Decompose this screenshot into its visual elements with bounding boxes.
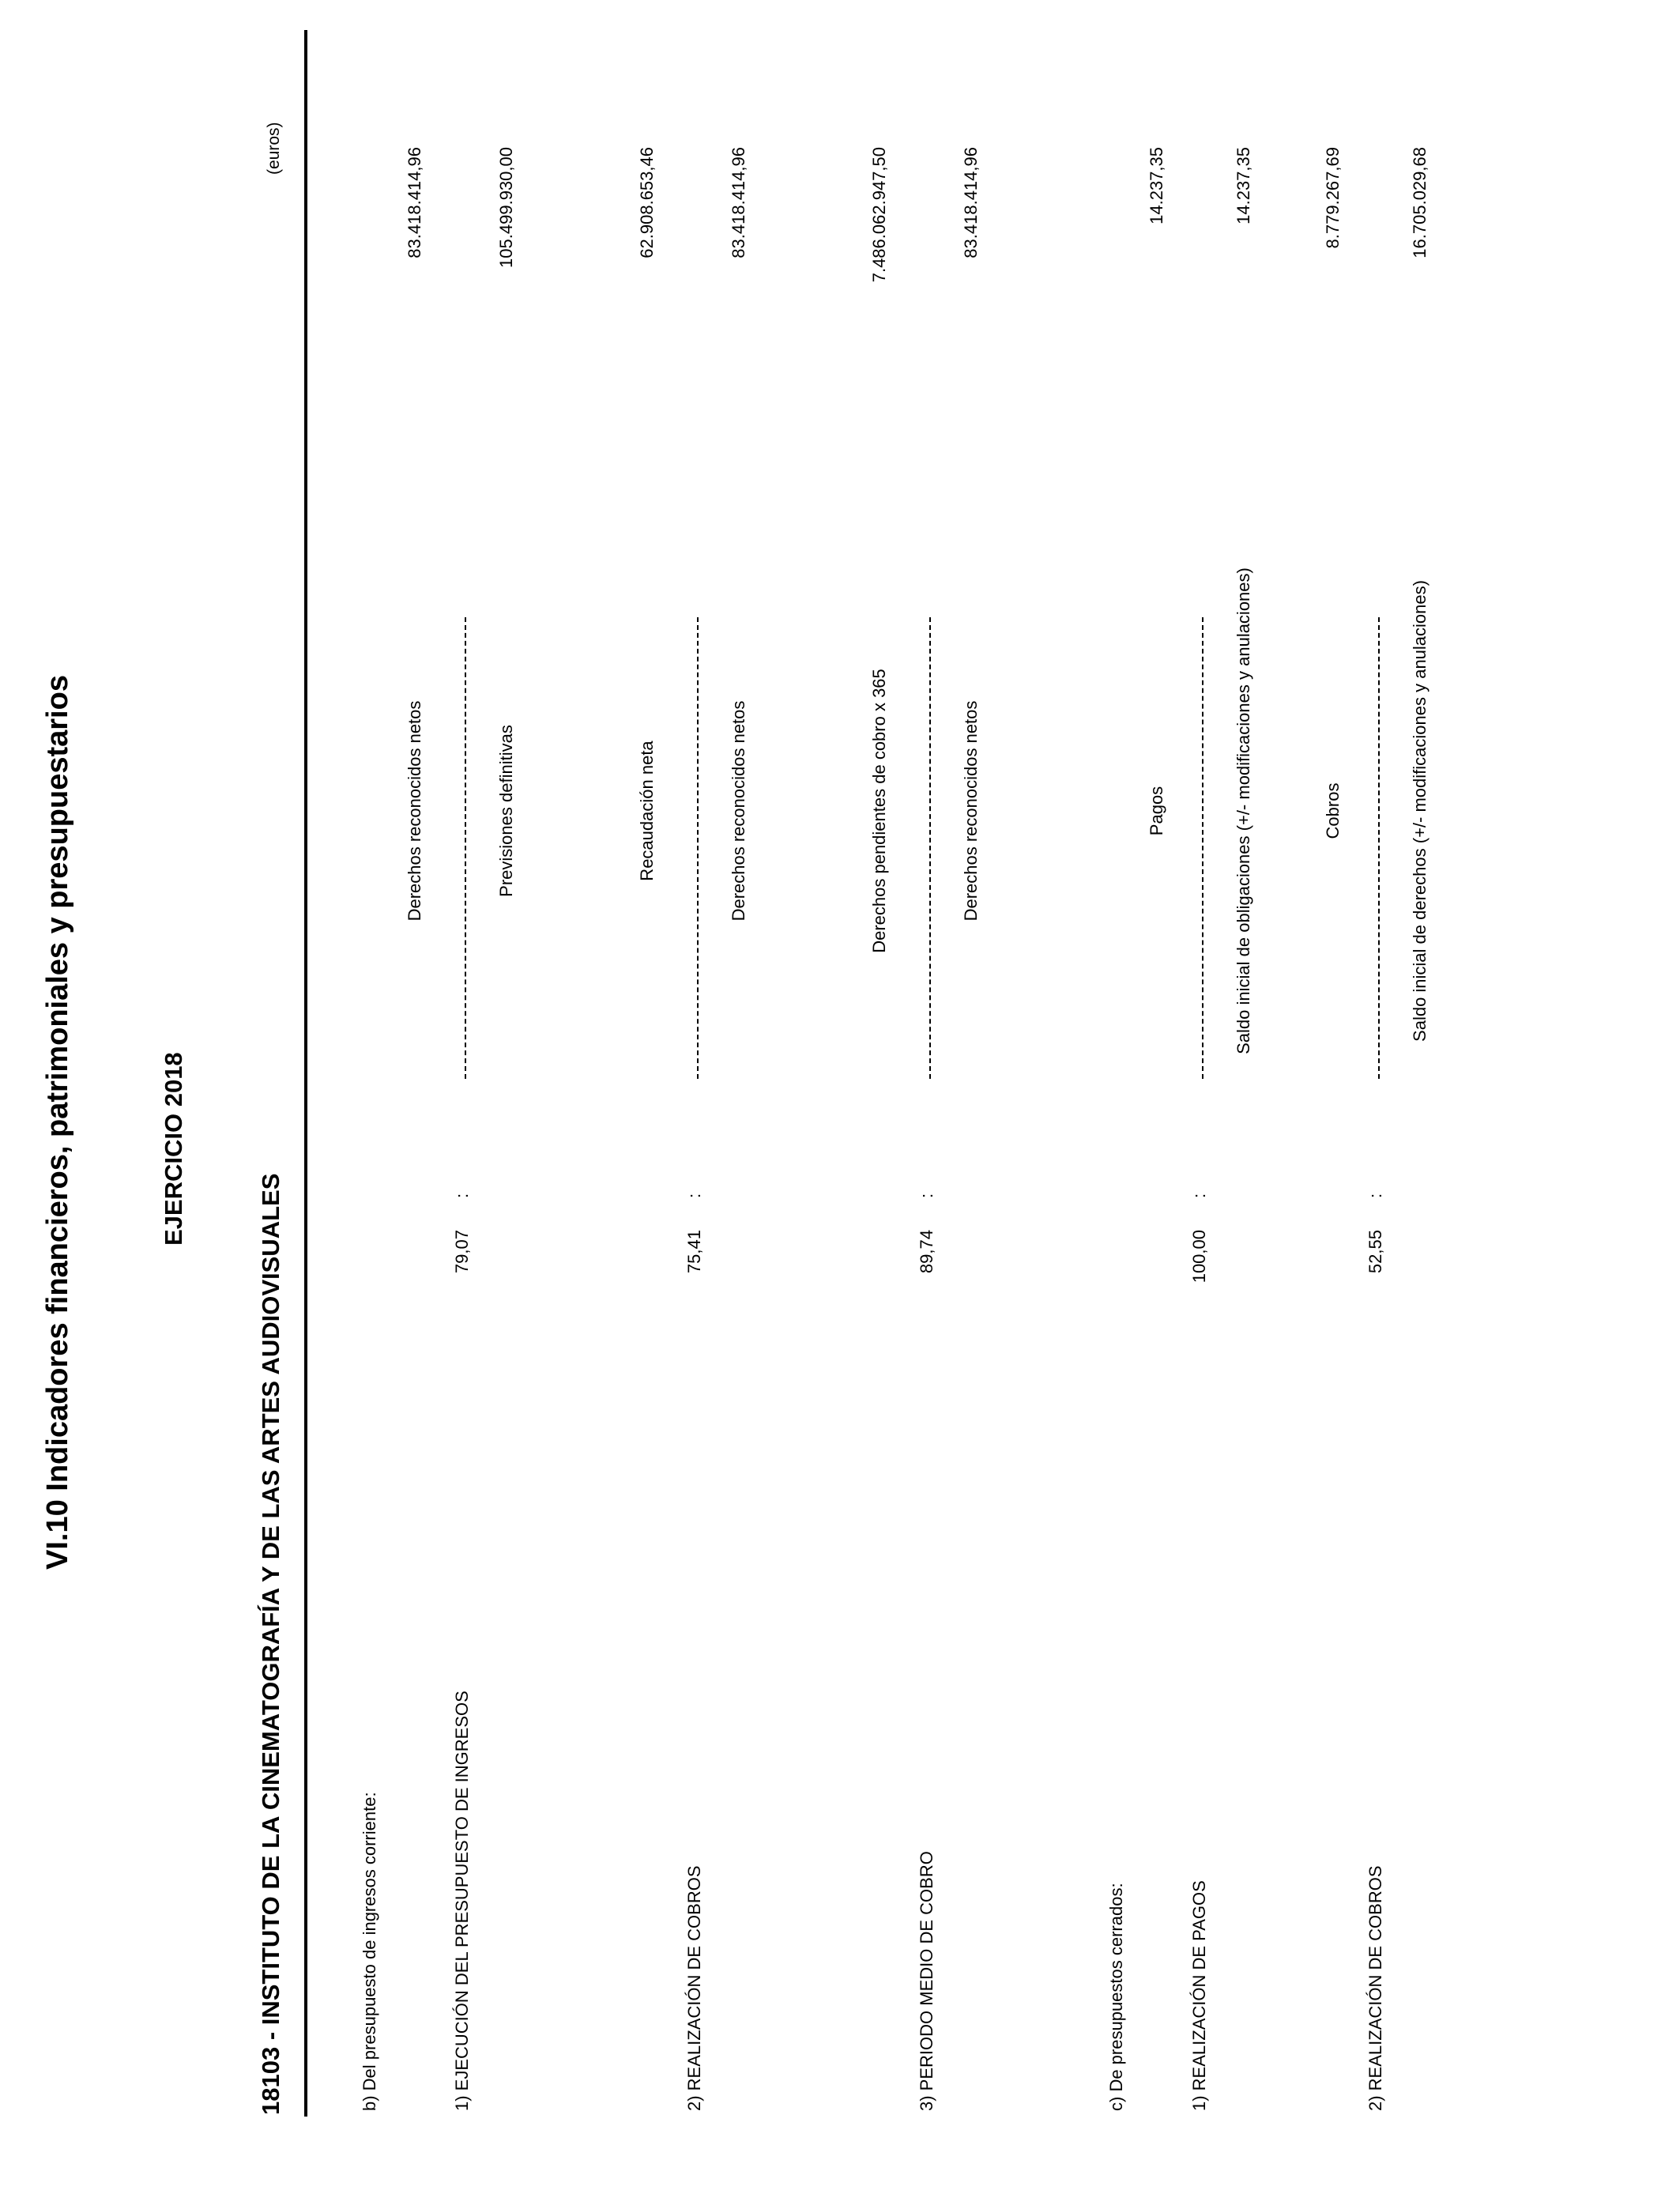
indicator-value: 89,74 — [917, 1230, 936, 1274]
numerator-label: Cobros — [1323, 782, 1343, 839]
entity-title: 18103 - INSTITUTO DE LA CINEMATOGRAFÍA Y DE LAS ARTES AUDIOVISUALES — [257, 1173, 284, 2115]
section-current-budget: b) Del presupuesto de ingresos corriente: — [360, 1792, 379, 2111]
denominator-amount: 16.705.029,68 — [1410, 147, 1430, 258]
indicator-separator: : — [452, 1193, 472, 1198]
indicator-label: 1) REALIZACIÓN DE PAGOS — [1189, 1880, 1209, 2111]
denominator-label: Saldo inicial de obligaciones (+/- modificaciones y anulaciones) — [1234, 567, 1253, 1054]
indicator-value: 100,00 — [1189, 1230, 1209, 1284]
units-label: (euros) — [265, 122, 283, 175]
page-title: VI.10 Indicadores financieros, patrimoniales y presupuestarios — [41, 675, 74, 1570]
numerator-amount: 83.418.414,96 — [405, 147, 424, 258]
denominator-amount: 83.418.414,96 — [729, 147, 748, 258]
indicator-separator: : — [1189, 1193, 1209, 1198]
numerator-label: Recaudación neta — [637, 741, 657, 881]
denominator-amount: 105.499.930,00 — [496, 147, 516, 268]
fraction-line — [1378, 617, 1380, 1079]
header-divider — [304, 30, 307, 2117]
numerator-label: Pagos — [1147, 786, 1166, 836]
section-closed-budgets: c) De presupuestos cerrados: — [1106, 1883, 1126, 2111]
indicator-label: 2) REALIZACIÓN DE COBROS — [1365, 1865, 1385, 2111]
denominator-amount: 14.237,35 — [1234, 147, 1253, 224]
denominator-label: Derechos reconocidos netos — [729, 700, 748, 922]
indicator-separator: : — [684, 1193, 704, 1198]
numerator-amount: 62.908.653,46 — [637, 147, 657, 258]
indicator-value: 79,07 — [452, 1230, 472, 1274]
numerator-label: Derechos pendientes de cobro x 365 — [869, 669, 889, 953]
indicator-value: 75,41 — [684, 1230, 704, 1274]
denominator-label: Saldo inicial de derechos (+/- modificaciones y anulaciones) — [1410, 580, 1430, 1042]
numerator-amount: 14.237,35 — [1147, 147, 1166, 224]
denominator-amount: 83.418.414,96 — [961, 147, 981, 258]
numerator-amount: 8.779.267,69 — [1323, 147, 1343, 249]
fraction-line — [465, 617, 466, 1079]
numerator-amount: 7.486.062.947,50 — [869, 147, 889, 283]
indicator-label: 1) EJECUCIÓN DEL PRESUPUESTO DE INGRESOS — [452, 1691, 472, 2111]
indicator-value: 52,55 — [1365, 1230, 1385, 1274]
indicator-label: 3) PERIODO MEDIO DE COBRO — [917, 1851, 936, 2111]
fraction-line — [1202, 617, 1203, 1079]
exercise-year: EJERCICIO 2018 — [160, 1052, 187, 1246]
indicator-separator: : — [917, 1193, 936, 1198]
fraction-line — [929, 617, 931, 1079]
fraction-line — [697, 617, 699, 1079]
denominator-label: Previsiones definitivas — [496, 725, 516, 897]
numerator-label: Derechos reconocidos netos — [405, 700, 424, 922]
denominator-label: Derechos reconocidos netos — [961, 700, 981, 922]
indicator-label: 2) REALIZACIÓN DE COBROS — [684, 1865, 704, 2111]
indicator-separator: : — [1365, 1193, 1385, 1198]
